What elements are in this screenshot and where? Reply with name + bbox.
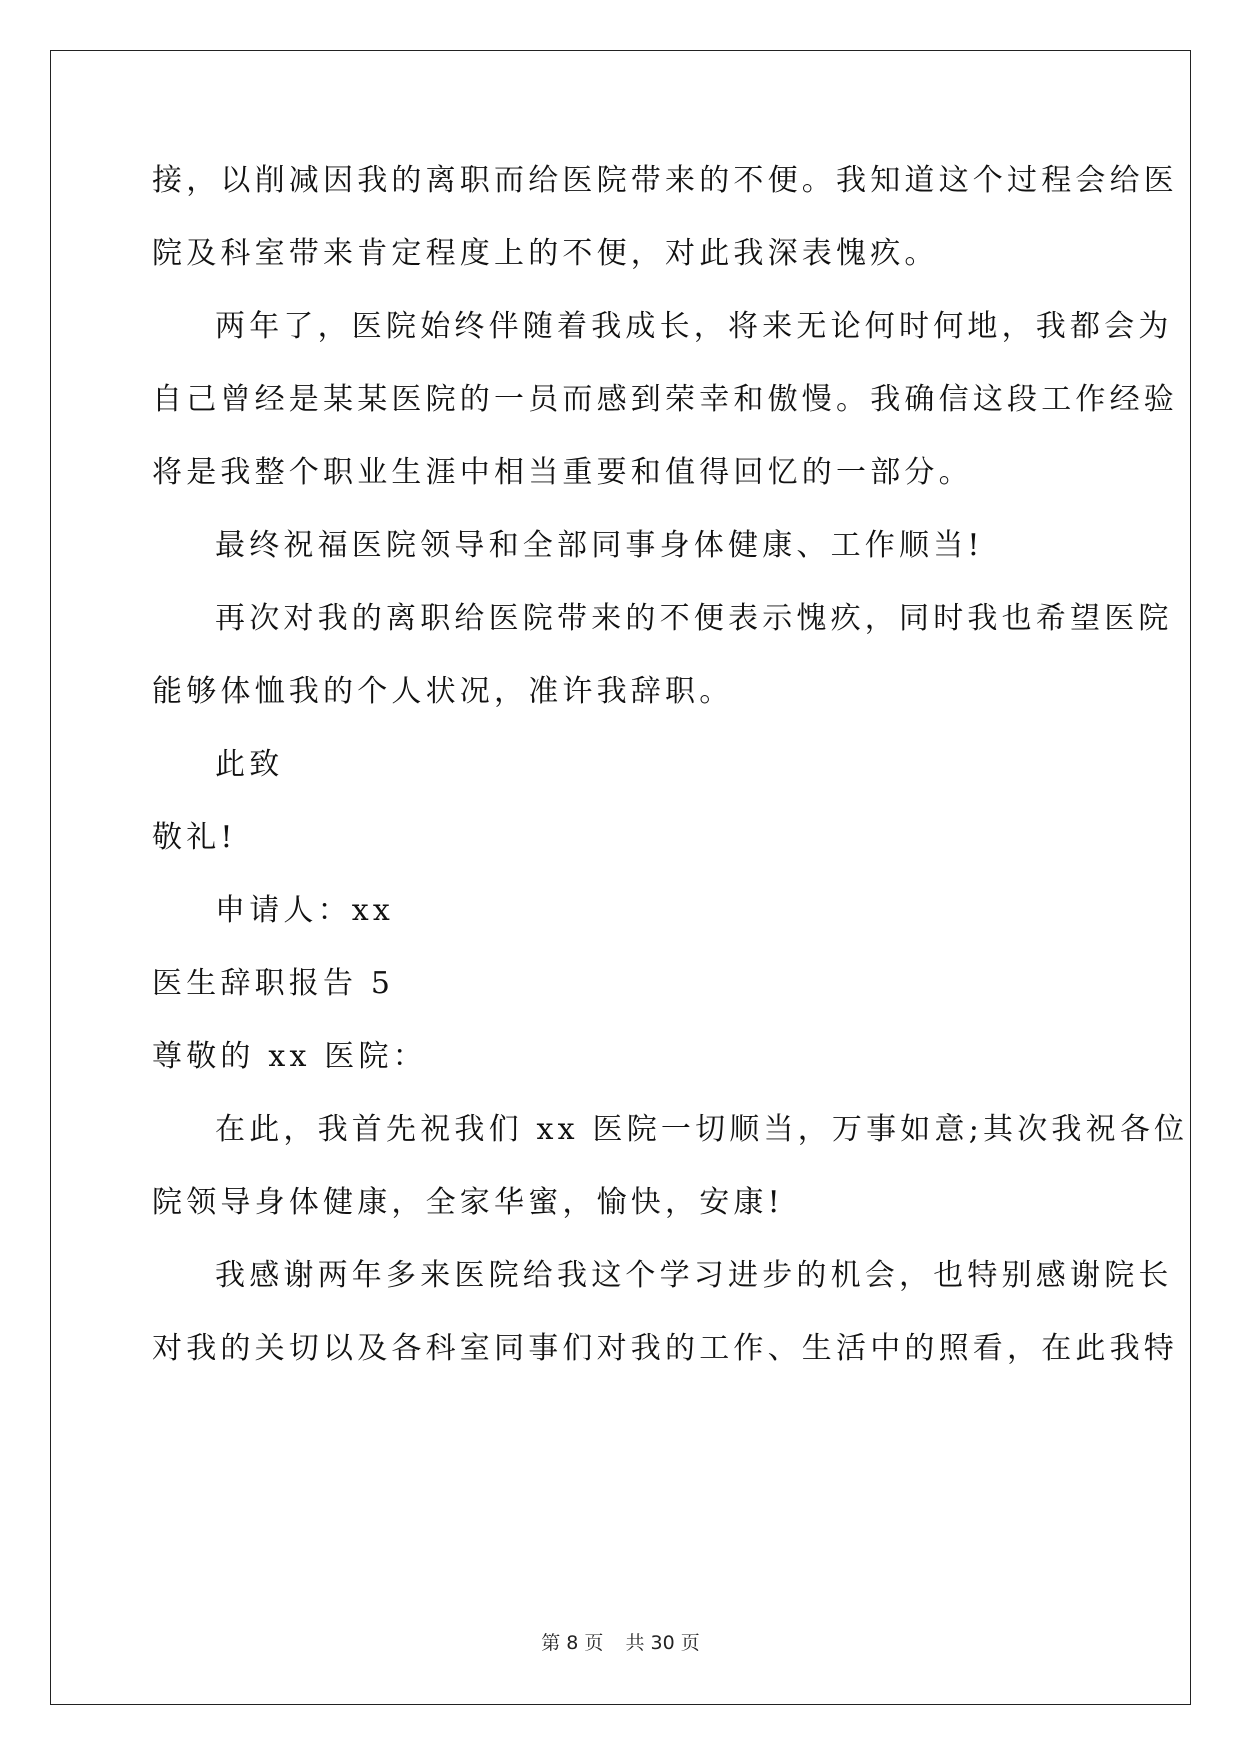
text-line: 我感谢两年多来医院给我这个学习进步的机会，也特别感谢院长 xyxy=(215,1258,1173,1293)
closing-regards: 敬礼! xyxy=(152,820,237,855)
text-line: 在此，我首先祝我们 xx 医院一切顺当，万事如意;其次我祝各位 xyxy=(215,1112,1189,1147)
page-number-current: 第 8 页 xyxy=(541,1632,604,1654)
closing-salutation: 此致 xyxy=(215,747,284,782)
text-line: 自己曾经是某某医院的一员而感到荣幸和傲慢。我确信这段工作经验 xyxy=(152,382,1178,417)
text-line: 再次对我的离职给医院带来的不便表示愧疚，同时我也希望医院 xyxy=(215,601,1173,636)
applicant-signature: 申请人：xx xyxy=(215,893,395,928)
text-line: 对我的关切以及各科室同事们对我的工作、生活中的照看，在此我特 xyxy=(152,1331,1178,1366)
text-line: 院领导身体健康，全家华蜜，愉快，安康! xyxy=(152,1185,784,1220)
section-title: 医生辞职报告 5 xyxy=(152,966,395,1001)
page-number-total: 共 30 页 xyxy=(625,1632,700,1654)
letter-greeting: 尊敬的 xx 医院： xyxy=(152,1039,427,1074)
text-line: 接，以削减因我的离职而给医院带来的不便。我知道这个过程会给医 xyxy=(152,163,1178,198)
text-line: 将是我整个职业生涯中相当重要和值得回忆的一部分。 xyxy=(152,455,973,490)
text-line: 能够体恤我的个人状况，准许我辞职。 xyxy=(152,674,734,709)
page-footer xyxy=(0,1628,1241,1655)
text-line: 最终祝福医院领导和全部同事身体健康、工作顺当! xyxy=(215,528,984,563)
text-line: 两年了，医院始终伴随着我成长，将来无论何时何地，我都会为 xyxy=(215,309,1173,344)
text-line: 院及科室带来肯定程度上的不便，对此我深表愧疚。 xyxy=(152,236,939,271)
page-border xyxy=(50,50,1191,1705)
